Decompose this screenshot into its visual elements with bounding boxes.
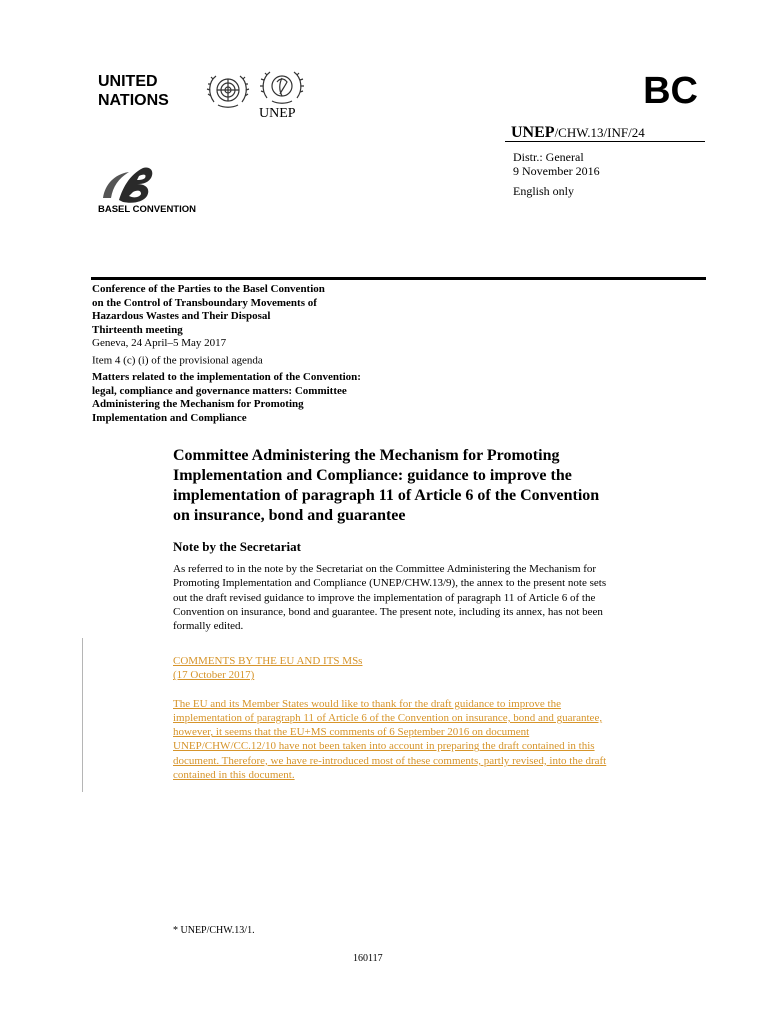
language-note: English only — [513, 184, 575, 198]
comment-date: (17 October 2017) — [173, 669, 255, 682]
title-line: on insurance, bond and guarantee — [173, 507, 406, 524]
conference-block — [92, 283, 422, 368]
org-name-line2: NATIONS — [98, 92, 169, 109]
meeting-place-date: Geneva, 24 April–5 May 2017 — [92, 337, 227, 350]
agenda-title-line: Administering the Mechanism for Promoting — [92, 398, 304, 411]
symbol-prefix: UNEP — [511, 124, 555, 141]
comment-line: The EU and its Member States would like to thank for the draft guidance to improve the — [173, 697, 561, 710]
comment-line: contained in this document. — [173, 769, 295, 782]
basel-convention-logo-icon — [97, 162, 167, 206]
title-line: Implementation and Compliance: guidance to improve the — [173, 467, 572, 484]
title-line: implementation of paragraph 11 of Article 6 of the Convention — [173, 487, 600, 504]
org-name-line1: UNITED — [98, 73, 158, 90]
note-line: formally edited. — [173, 620, 244, 633]
note-heading: Note by the Secretariat — [173, 539, 301, 554]
unep-wordmark: UNEP — [259, 106, 296, 121]
note-body — [173, 562, 693, 633]
distribution: Distr.: General — [513, 150, 584, 164]
org-name — [98, 72, 169, 110]
bc-mark: BC — [643, 70, 698, 112]
conference-line: Conference of the Parties to the Basel Convention — [92, 283, 325, 295]
un-emblem-icon — [204, 70, 252, 112]
issue-date: 9 November 2016 — [513, 164, 600, 178]
job-number: 160117 — [353, 953, 383, 964]
document-title — [173, 446, 693, 526]
conference-line: Hazardous Wastes and Their Disposal — [92, 310, 271, 323]
footnote-text: UNEP/CHW.13/1. — [180, 925, 255, 936]
tracked-comment[interactable] — [173, 654, 703, 782]
agenda-title-line: Matters related to the implementation of the Convention: — [92, 371, 361, 383]
meeting-name: Thirteenth meeting — [92, 323, 183, 336]
document-symbol — [511, 124, 645, 142]
agenda-title-line: Implementation and Compliance — [92, 411, 247, 424]
comment-line: document. Therefore, we have re-introduced most of these comments, partly revised, into the draft — [173, 754, 607, 767]
note-line: Promoting Implementation and Compliance (UNEP/CHW.13/9), the annex to the present note sets — [173, 577, 607, 590]
agenda-item-title — [92, 371, 422, 425]
comment-heading: COMMENTS BY THE EU AND ITS MSs — [173, 655, 363, 667]
basel-convention-label: BASEL CONVENTION — [98, 204, 197, 215]
comment-line: implementation of paragraph 11 of Article 6 of the Convention on insurance, bond and guarantee, — [173, 711, 603, 724]
note-line: out the draft revised guidance to improve the implementation of paragraph 11 of Article 6 of the — [173, 591, 596, 604]
agenda-item-text: Item 4 (c) (i) of the provisional agenda — [92, 354, 263, 367]
header-rule — [505, 141, 705, 142]
footnote — [173, 925, 255, 936]
title-line: Committee Administering the Mechanism for Promoting — [173, 447, 560, 464]
symbol-rest: /CHW.13/INF/24 — [554, 125, 645, 140]
note-line: Convention on insurance, bond and guarantee. The present note, including its annex, has not been — [173, 605, 603, 618]
unep-emblem-icon — [258, 68, 306, 108]
distribution-block — [513, 150, 600, 178]
change-bar — [82, 638, 83, 792]
note-line: As referred to in the note by the Secretariat on the Committee Administering the Mechanism for — [173, 563, 597, 575]
comment-line: however, it seems that the EU+MS comments of 6 September 2016 on document — [173, 726, 530, 739]
footnote-marker: * — [173, 925, 178, 936]
conference-line: on the Control of Transboundary Movements of — [92, 296, 317, 309]
comment-line: UNEP/CHW/CC.12/10 have not been taken into account in preparing the draft contained in this — [173, 740, 595, 753]
section-rule — [91, 277, 706, 280]
agenda-item — [92, 351, 422, 368]
agenda-title-line: legal, compliance and governance matters: Committee — [92, 384, 347, 397]
